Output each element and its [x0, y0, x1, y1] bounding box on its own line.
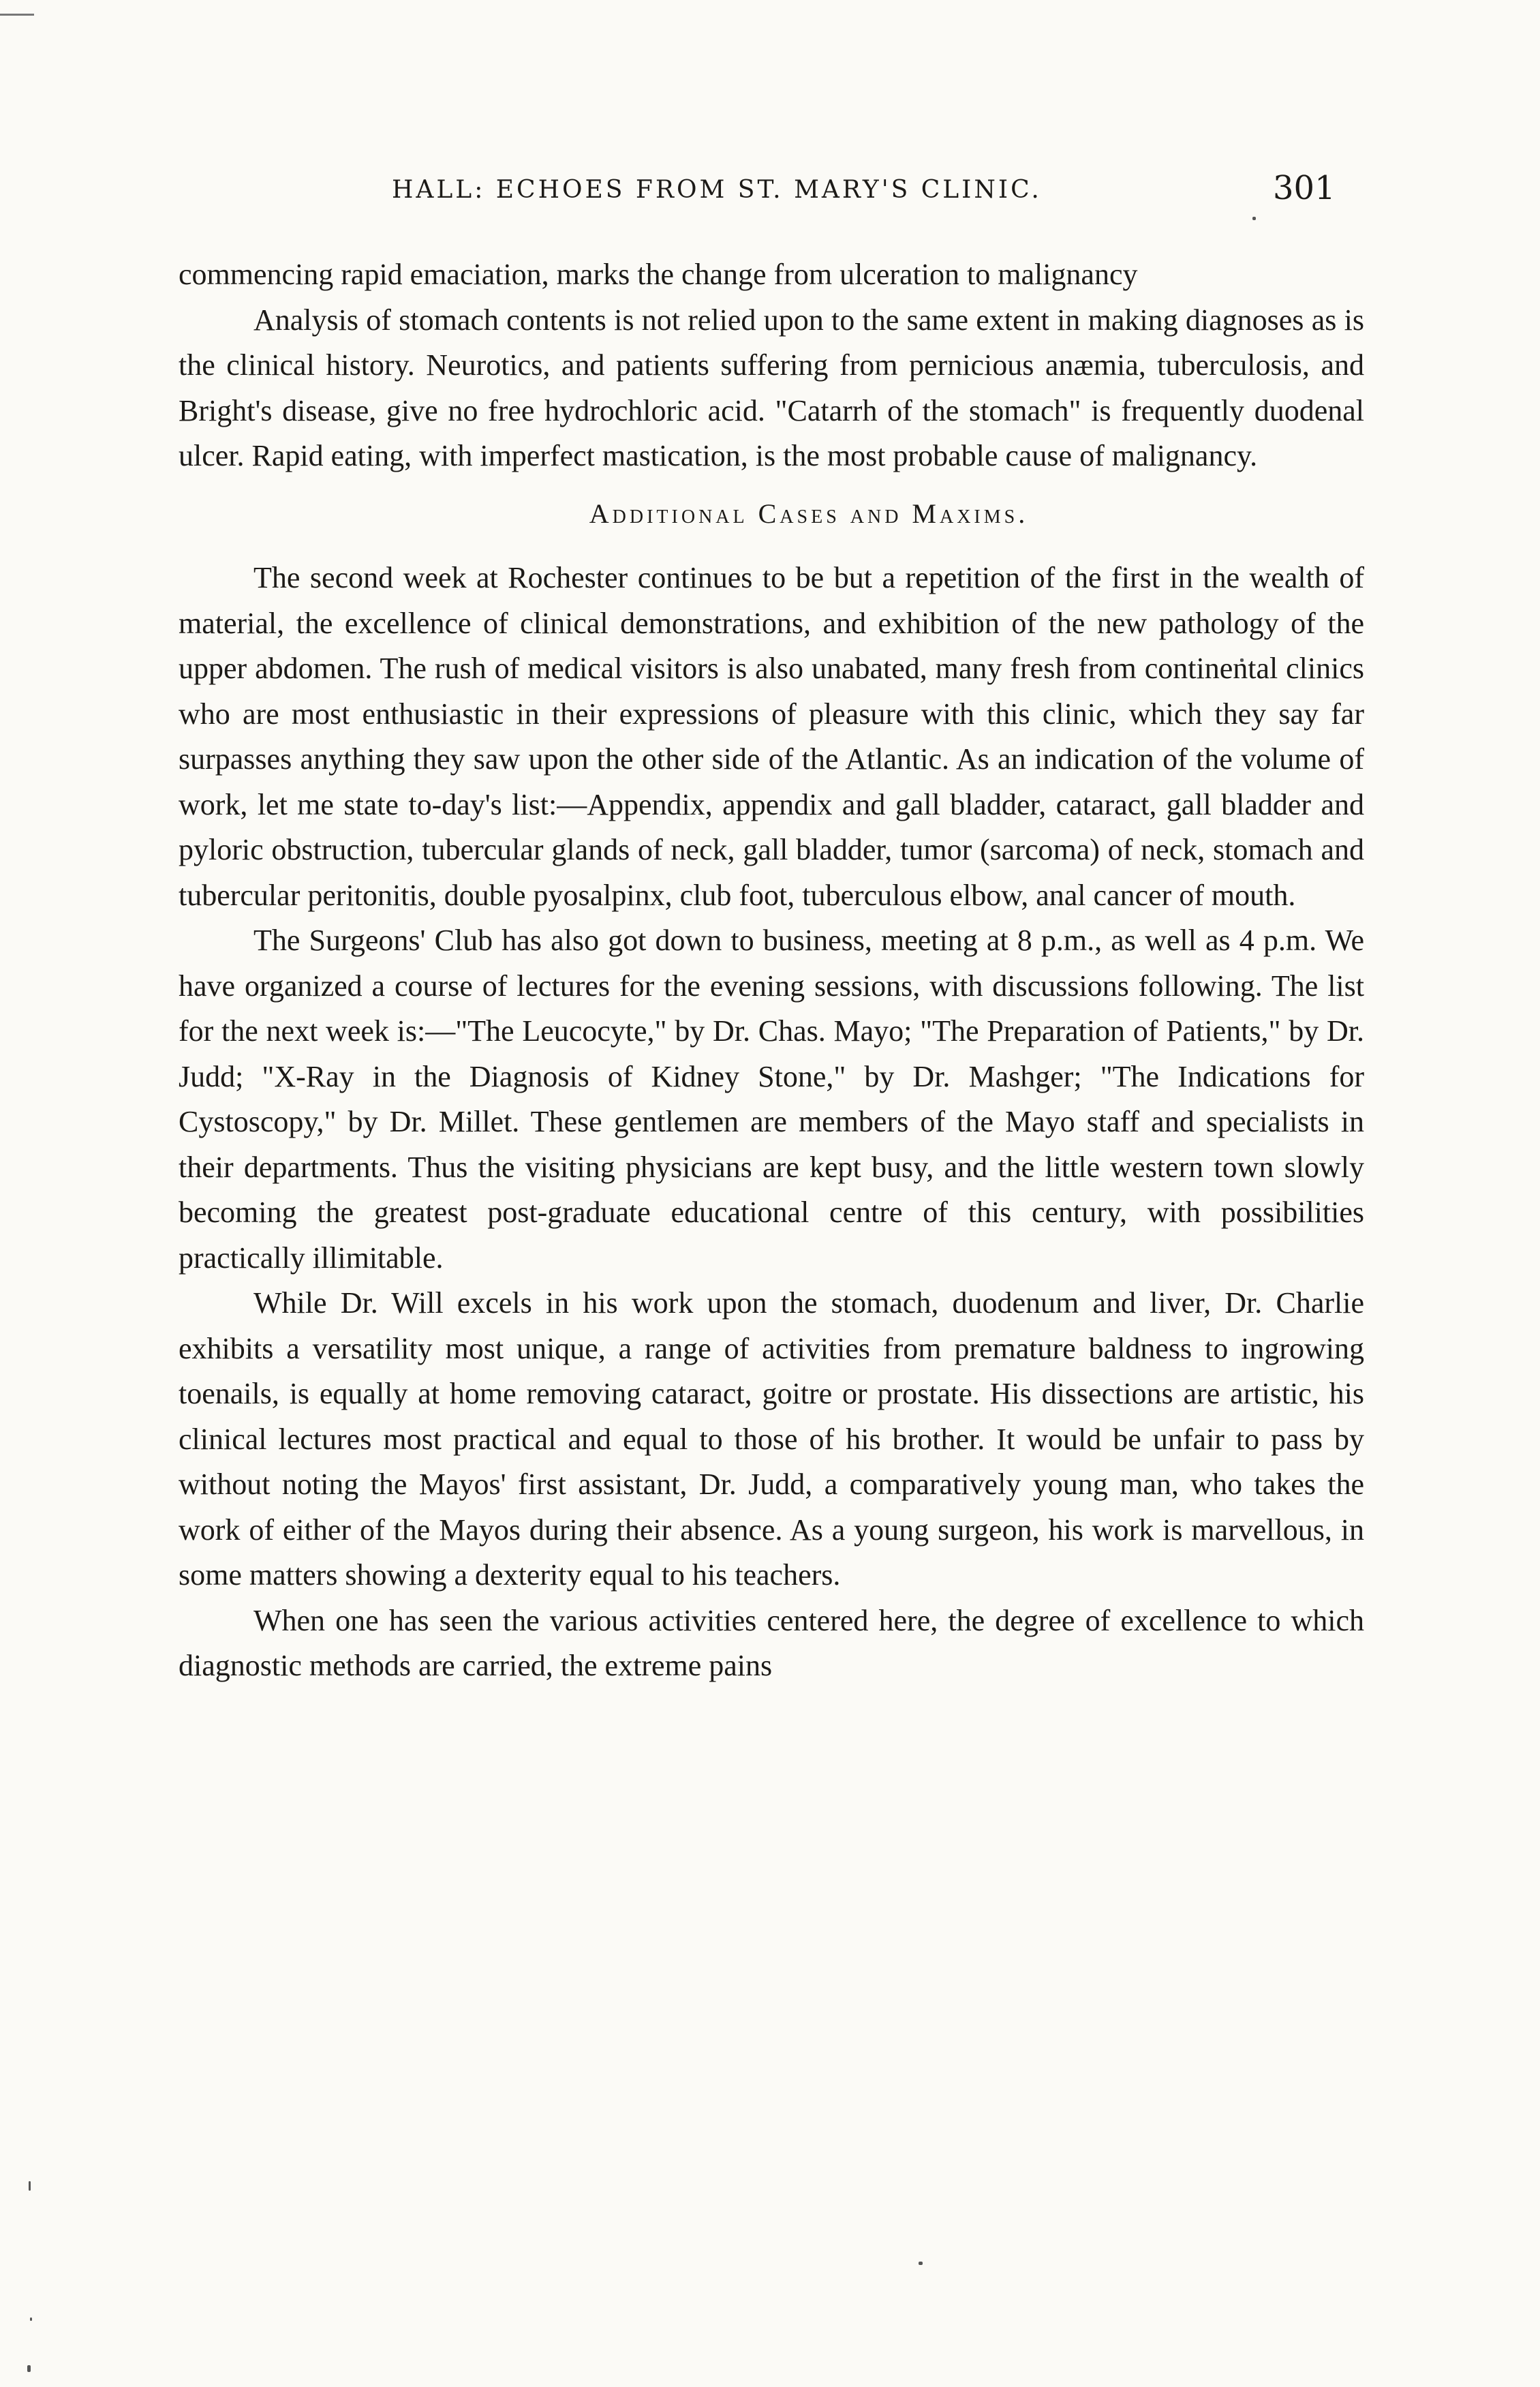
section-heading: Additional Cases and Maxims.	[589, 498, 1029, 529]
page-number: 301	[1273, 169, 1336, 207]
scan-speck	[27, 2365, 31, 2372]
body-text	[179, 252, 1364, 1689]
running-head: HALL: ECHOES FROM ST. MARY'S CLINIC.	[392, 176, 1042, 204]
paragraph-activities: When one has seen the various activities centered here, the degree of excellence to which diagnostic methods are carried, the extreme pains	[179, 1603, 1364, 1682]
paragraph-analysis: Analysis of stomach contents is not relied upon to the same extent in making diagnoses as is the clinical history. Neurotics, and patients suffering from pernicious anæmia, tuberculosis, and Bright's disease, give no free hydrochloric acid. "Catarrh of the stomach" is frequently duodenal ulcer. Rapid eating, with imperfect mastication, is the most probable cause of malignancy.	[179, 303, 1364, 472]
paragraph-surgeons-club: The Surgeons' Club has also got down to business, meeting at 8 p.m., as well as 4 p.m. We have organized a course of lectures for the evening sessions, with discussions following. The list for the next week is:—"The Leucocyte," by Dr. Chas. Mayo; "The Preparation of Patients," by Dr. Judd; "X-Ray in the Diagnosis of Kidney Stone," by Dr. Mashger; "The Indications for Cystoscopy," by Dr. Millet. These gentlemen are members of the Mayo staff and specialists in their departments. Thus the visiting physicians are kept busy, and the little western town slowly becoming the greatest post-graduate educational centre of this century, with possibilities practically illimitable.	[179, 924, 1364, 1275]
scan-speck	[29, 2181, 31, 2191]
scan-edge-mark	[0, 14, 34, 16]
scan-speck	[30, 2317, 32, 2321]
scan-speck	[919, 2262, 923, 2265]
paragraph-dr-will: While Dr. Will excels in his work upon the stomach, duodenum and liver, Dr. Charlie exhibits a versatility most unique, a range of activities from premature baldness to ingrowing toenails, is equally at home removing cataract, goitre or prostate. His dissections are artistic, his clinical lectures most practical and equal to those of his brother. It would be unfair to pass by without noting the Mayos' first assistant, Dr. Judd, a comparatively young man, who takes the work of either of the Mayos during their absence. As a young surgeon, his work is marvellous, in some matters showing a dexterity equal to his teachers.	[179, 1286, 1364, 1592]
scan-speck	[1252, 217, 1256, 220]
paragraph-second-week: The second week at Rochester continues to be but a repetition of the first in the wealth of material, the excellence of clinical demonstrations, and exhibition of the new pathology of the upper abdomen. The rush of medical visitors is also unabated, many fresh from continental clinics who are most enthusiastic in their expressions of pleasure with this clinic, which they say far surpasses anything they saw upon the other side of the Atlantic. As an indication of the volume of work, let me state to-day's list:—Appendix, appendix and gall bladder, cataract, gall bladder and pyloric obstruction, tubercular glands of neck, gall bladder, tumor (sarcoma) of neck, stomach and tubercular peritonitis, double pyosalpinx, club foot, tuberculous elbow, anal cancer of mouth.	[179, 561, 1364, 912]
paragraph-continued: commencing rapid emaciation, marks the change from ulceration to malignancy	[179, 258, 1138, 291]
